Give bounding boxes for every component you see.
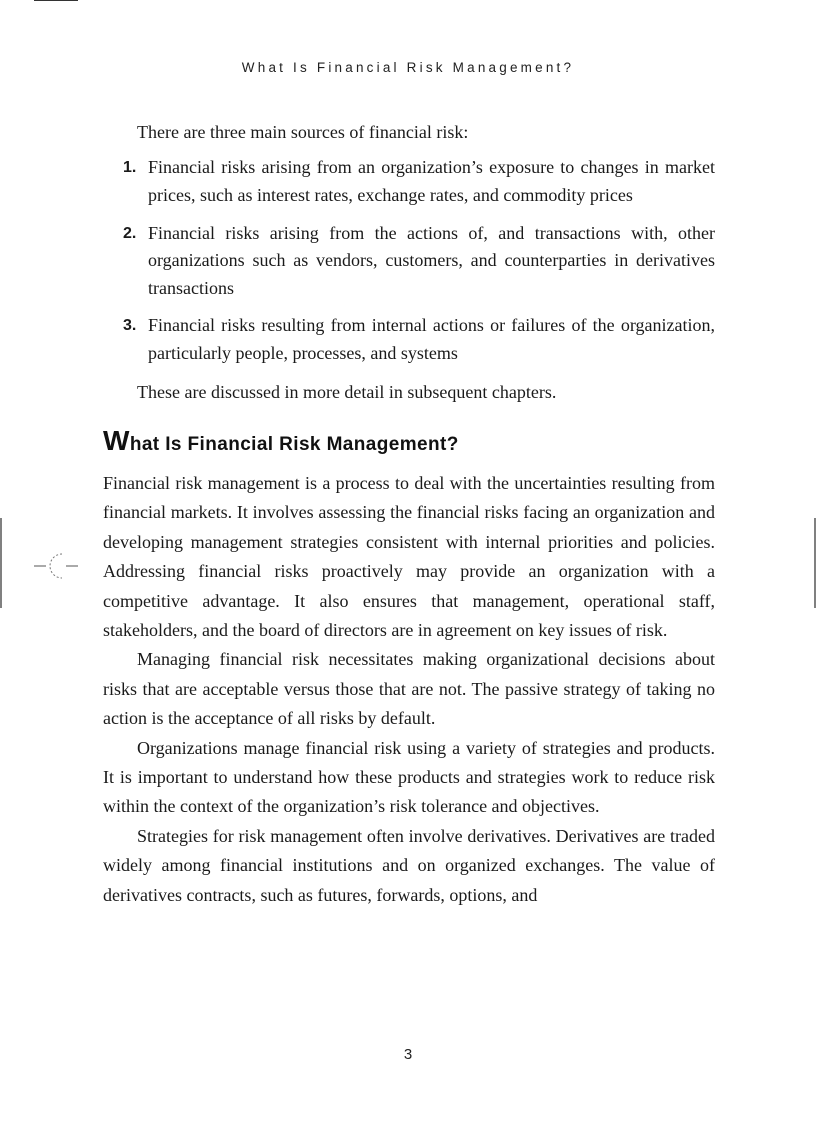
list-item-text: Financial risks arising from the actions of, and transactions with, other organizations such as vendors, customers, and counterparties in derivatives transactions [148, 222, 715, 298]
body-paragraph: Financial risk management is a process to deal with the uncertainties resulting from financial markets. It involves assessing the financial risks facing an organization and developing management strategies consistent with internal priorities and policies. Addressing financial risks proactively may provide an organization with a competitive advantage. It also ensures that management, operational staff, stakeholders, and the board of directors are in agreement on key issues of risk. [103, 472, 715, 640]
list-number: 1. [123, 159, 137, 177]
running-head: What Is Financial Risk Management? [241, 60, 575, 75]
body-paragraph: Managing financial risk necessitates making organizational decisions about risks that are acceptable versus those that are not. The passive strategy of taking no action is the acceptance of all risks by default. [103, 649, 715, 729]
list-item [103, 154, 715, 209]
page-number: 3 [403, 1046, 413, 1063]
page-body [103, 118, 715, 910]
list-item-text: Financial risks arising from an organization’s exposure to changes in market prices, such as interest rates, exchange rates, and commodity prices [148, 157, 715, 205]
list-item-text: Financial risks resulting from internal actions or failures of the organization, particularly people, processes, and systems [148, 315, 715, 363]
intro-paragraph: There are three main sources of financial risk: [137, 122, 469, 142]
list-item [103, 312, 715, 367]
top-rule [34, 0, 78, 1]
section-heading: What Is Financial Risk Management? [103, 424, 459, 456]
body-paragraph: Organizations manage financial risk using a variety of strategies and products. It is important to understand how these products and strategies work to reduce risk within the context of the organization’s risk tolerance and objectives. [103, 737, 715, 817]
risk-sources-list [103, 154, 715, 367]
list-number: 3. [123, 317, 137, 335]
list-number: 2. [123, 224, 137, 242]
body-paragraph: Strategies for risk management often involve derivatives. Derivatives are traded widely among financial institutions and on organized exchanges. The value of derivatives contracts, such as futures, forwards, options, and [103, 825, 715, 905]
closing-paragraph: These are discussed in more detail in subsequent chapters. [137, 381, 557, 402]
list-item [103, 220, 715, 303]
binding-crop-mark-icon [0, 518, 80, 608]
